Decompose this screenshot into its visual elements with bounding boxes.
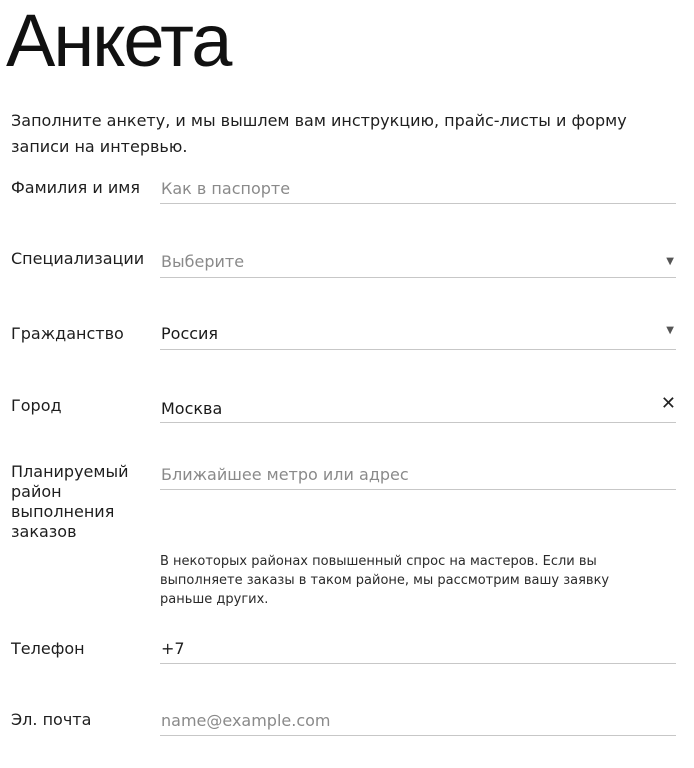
name-field-container	[160, 174, 676, 204]
name-input[interactable]	[161, 174, 651, 202]
intro-text: Заполните анкету, и мы вышлем вам инструкцию, прайс-листы и форму записи на интервью.	[11, 111, 627, 156]
area-label: Планируемый район выполнения заказов	[11, 462, 129, 541]
area-hint: В некоторых районах повышенный спрос на мастеров. Если вы выполняете заказы в таком районе, мы рассмотрим вашу заявку раньше других.	[160, 554, 610, 607]
phone-input[interactable]	[161, 634, 651, 662]
email-input[interactable]	[161, 706, 651, 734]
specialization-select[interactable]	[160, 248, 676, 278]
citizenship-select-value: Россия	[161, 324, 219, 343]
page-title: Анкета	[6, 0, 231, 82]
phone-label: Телефон	[11, 639, 85, 658]
citizenship-select[interactable]	[160, 320, 676, 350]
city-field-container	[160, 393, 676, 423]
specialization-select-value: Выберите	[161, 252, 245, 271]
area-field-container	[160, 460, 676, 490]
caret-down-icon: ▼	[666, 325, 674, 336]
email-label: Эл. почта	[11, 710, 92, 729]
specialization-label: Специализации	[11, 249, 145, 268]
close-icon[interactable]: ✕	[660, 393, 676, 414]
email-field-container	[160, 706, 676, 736]
city-label: Город	[11, 396, 62, 415]
citizenship-label: Гражданство	[11, 324, 124, 343]
caret-down-icon: ▼	[666, 256, 674, 267]
city-value[interactable]: Москва	[161, 399, 223, 418]
phone-field-container	[160, 634, 676, 664]
area-input[interactable]	[161, 460, 651, 488]
name-label: Фамилия и имя	[11, 178, 140, 197]
